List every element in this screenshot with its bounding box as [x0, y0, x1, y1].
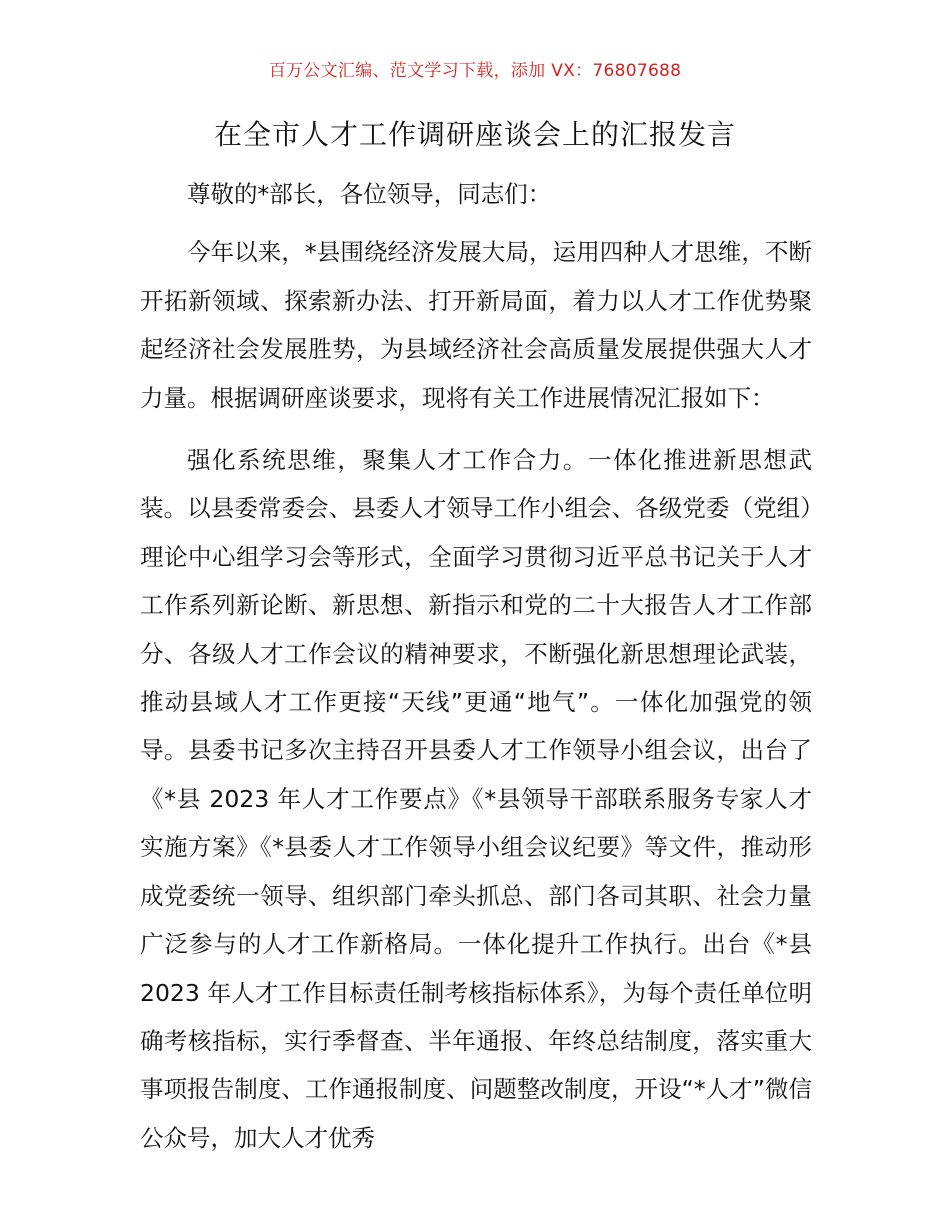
document-body: [140, 170, 812, 1162]
salutation: 尊敬的*部长，各位领导，同志们：: [187, 180, 552, 208]
paragraph-system-thinking: 强化系统思维，聚集人才工作合力。一体化推进新思想武装。以县委常委会、县委人才领导工作小组会、各级党委（党组）理论中心组学习会等形式，全面学习贯彻习近平总书记关于人才工作系列新论断、新思想、新指示和党的二十大报告人才工作部分、各级人才工作会议的精神要求，不断强化新思想理论武装，推动县域人才工作更接“天线”更通“地气”。一体化加强党的领导。县委书记多次主持召开县委人才工作领导小组会议，出台了《*县 2023 年人才工作要点》《*县领导干部联系服务专家人才实施方案》《*县委人才工作领导小组会议纪要》等文件，推动形成党委统一领导、组织部门牵头抓总、部门各司其职、社会力量广泛参与的人才工作新格局。一体化提升工作执行。出台《*县 2023 年人才工作目标责任制考核指标体系》，为每个责任单位明确考核指标，实行季督查、半年通报、年终总结制度，落实重大事项报告制度、工作通报制度、问题整改制度，开设“*人才”微信公众号，加大人才优秀: [140, 446, 812, 1152]
header-banner: 百万公文汇编、范文学习下载，添加 VX：76807688: [268, 61, 682, 81]
paragraph-intro: 今年以来，*县围绕经济发展大局，运用四种人才思维，不断开拓新领域、探索新办法、打开新局面，着力以人才工作优势聚起经济社会发展胜势，为县域经济社会高质量发展提供强大人才力量。根据调研座谈要求，现将有关工作进展情况汇报如下：: [140, 238, 812, 412]
document-title: 在全市人才工作调研座谈会上的汇报发言: [213, 118, 736, 151]
